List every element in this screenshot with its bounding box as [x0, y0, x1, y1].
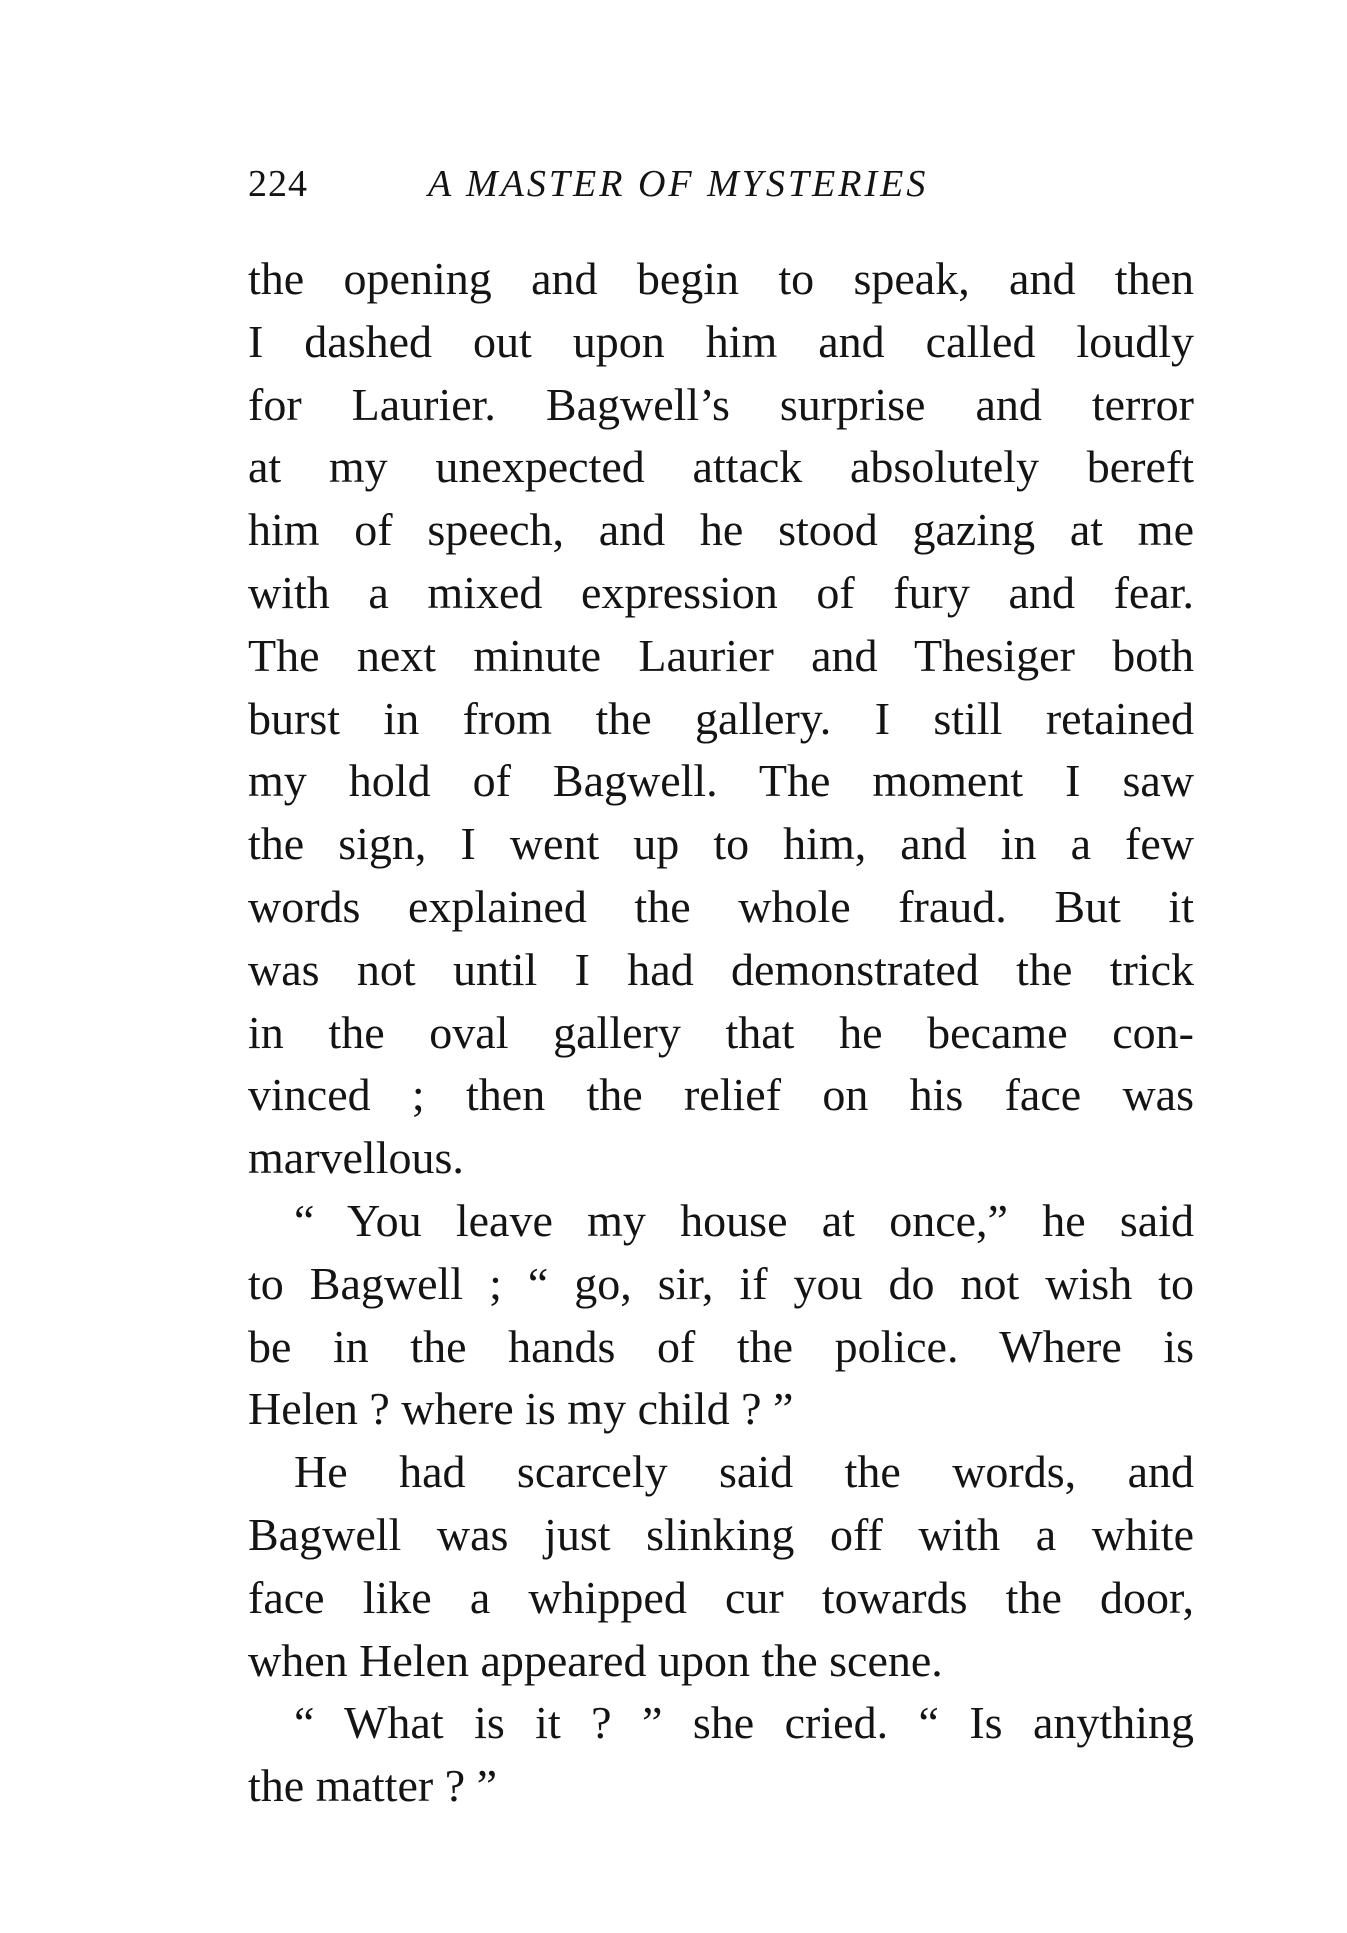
text-line: Helen ? where is my child ? ”: [248, 1383, 794, 1435]
text-line: him of speech, and he stood gazing at me: [248, 504, 1194, 556]
book-title: A MASTER OF MYSTERIES: [428, 163, 929, 205]
text-line: for Laurier. Bagwell’s surprise and terror: [248, 378, 1194, 430]
text-line: was not until I had demonstrated the trick: [248, 943, 1194, 995]
text-line: marvellous.: [248, 1132, 464, 1184]
text-line: at my unexpected attack absolutely bereft: [248, 441, 1194, 493]
text-line: I dashed out upon him and called loudly: [248, 315, 1194, 367]
body-text: [248, 248, 1194, 1818]
text-line: the matter ? ”: [248, 1760, 498, 1812]
text-line: words explained the whole fraud. But it: [248, 880, 1194, 932]
text-line: in the oval gallery that he became con-: [248, 1006, 1194, 1058]
running-head: [248, 162, 1198, 222]
text-line: my hold of Bagwell. The moment I saw: [248, 755, 1194, 807]
text-line: He had scarcely said the words, and: [294, 1446, 1194, 1498]
text-line: vinced ; then the relief on his face was: [248, 1069, 1194, 1121]
text-line: The next minute Laurier and Thesiger both: [248, 629, 1194, 681]
text-line: “ What is it ? ” she cried. “ Is anything: [294, 1697, 1194, 1749]
text-line: the sign, I went up to him, and in a few: [248, 818, 1194, 870]
text-line: “ You leave my house at once,” he said: [294, 1194, 1194, 1246]
text-line: with a mixed expression of fury and fear.: [248, 566, 1194, 618]
text-line: the opening and begin to speak, and then: [248, 253, 1194, 304]
text-line: when Helen appeared upon the scene.: [248, 1634, 943, 1686]
page-number: 224: [248, 163, 308, 205]
text-line: face like a whipped cur towards the door,: [248, 1571, 1194, 1623]
text-line: be in the hands of the police. Where is: [248, 1320, 1194, 1372]
text-line: burst in from the gallery. I still retained: [248, 692, 1194, 744]
text-line: to Bagwell ; “ go, sir, if you do not wish to: [248, 1257, 1194, 1309]
text-line: Bagwell was just slinking off with a white: [248, 1508, 1194, 1560]
